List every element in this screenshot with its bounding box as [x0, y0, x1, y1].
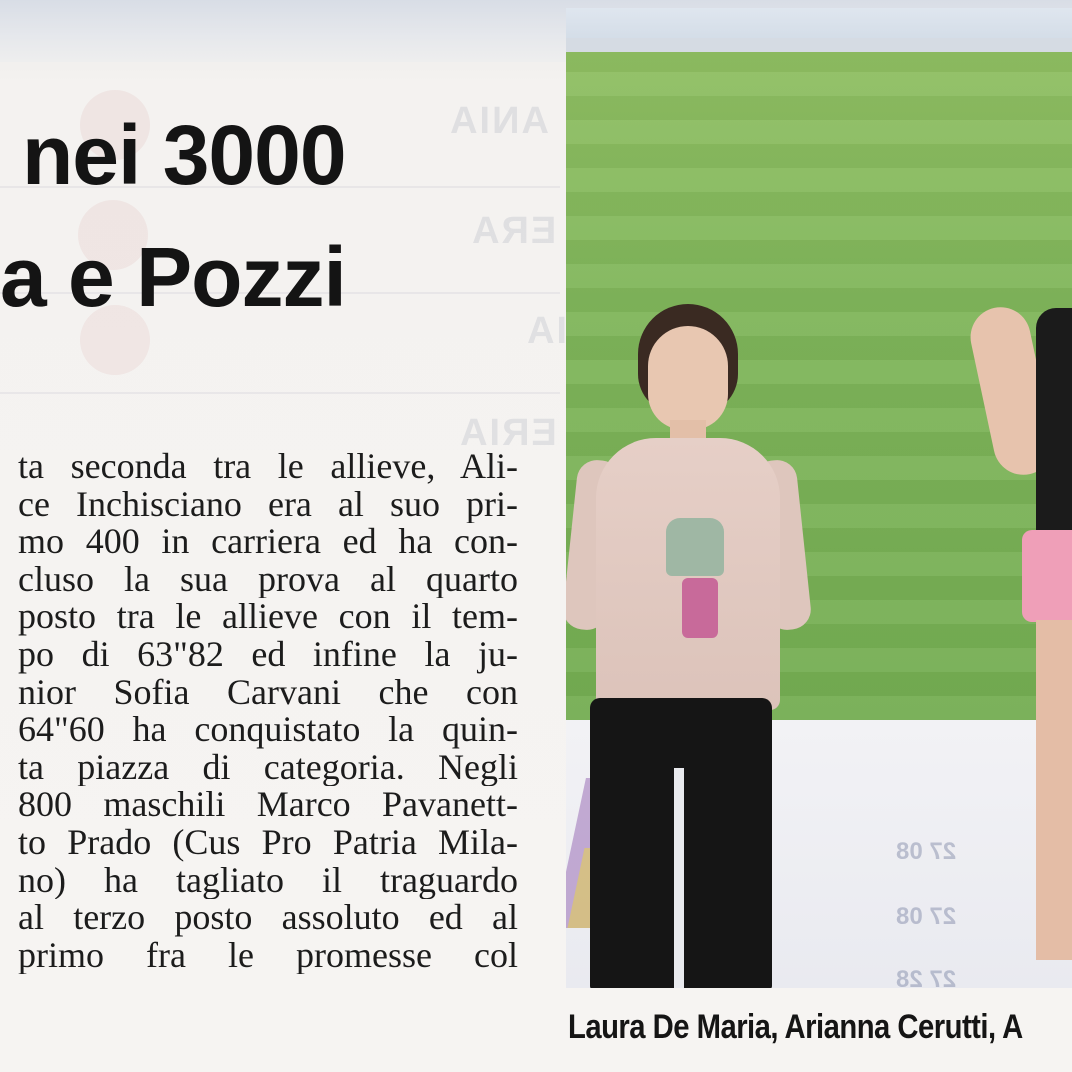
- article-line: primo fra le promesse col: [18, 936, 518, 975]
- article-line: ta seconda tra le allieve, Ali-: [18, 448, 518, 486]
- article-line: ta piazza di categoria. Negli: [18, 748, 518, 787]
- athlete-2-leg: [1036, 620, 1072, 960]
- article-line: ce Inchisciano era al suo pri-: [18, 485, 518, 524]
- headline-line-2: a e Pozzi: [0, 230, 346, 324]
- athlete-2-top: [1036, 308, 1072, 536]
- article-line: nior Sofia Carvani che con: [18, 673, 518, 712]
- article-line: cluso la sua prova al quarto: [18, 560, 518, 599]
- article-line: 64"60 ha conquistato la quin-: [18, 711, 518, 749]
- article-line: to Prado (Cus Pro Patria Mila-: [18, 823, 518, 862]
- article-line: 800 maschili Marco Pavanett-: [18, 786, 518, 824]
- trophy-plant: [666, 518, 724, 576]
- article-line: posto tra le allieve con il tem-: [18, 598, 518, 636]
- photo-caption: Laura De Maria, Arianna Cerutti, A: [568, 1008, 1023, 1046]
- article-line: al terzo posto assoluto ed al: [18, 899, 518, 937]
- article-line: po di 63"82 ed infine la ju-: [18, 635, 518, 674]
- athlete-2-shorts: [1022, 530, 1072, 622]
- show-through-background: ANIA ERA IA ERIA: [0, 0, 560, 1072]
- trophy-pot: [682, 578, 718, 638]
- athlete-1-face: [648, 326, 728, 430]
- headline-line-1: nei 3000: [22, 108, 346, 202]
- award-photo: 27 08 27 08 27 28: [566, 8, 1072, 988]
- article-line: no) ha tagliato il traguardo: [18, 861, 518, 900]
- athlete-1-leg-gap: [674, 768, 684, 988]
- article-line: mo 400 in carriera ed ha con-: [18, 523, 518, 561]
- article-body: [18, 448, 518, 974]
